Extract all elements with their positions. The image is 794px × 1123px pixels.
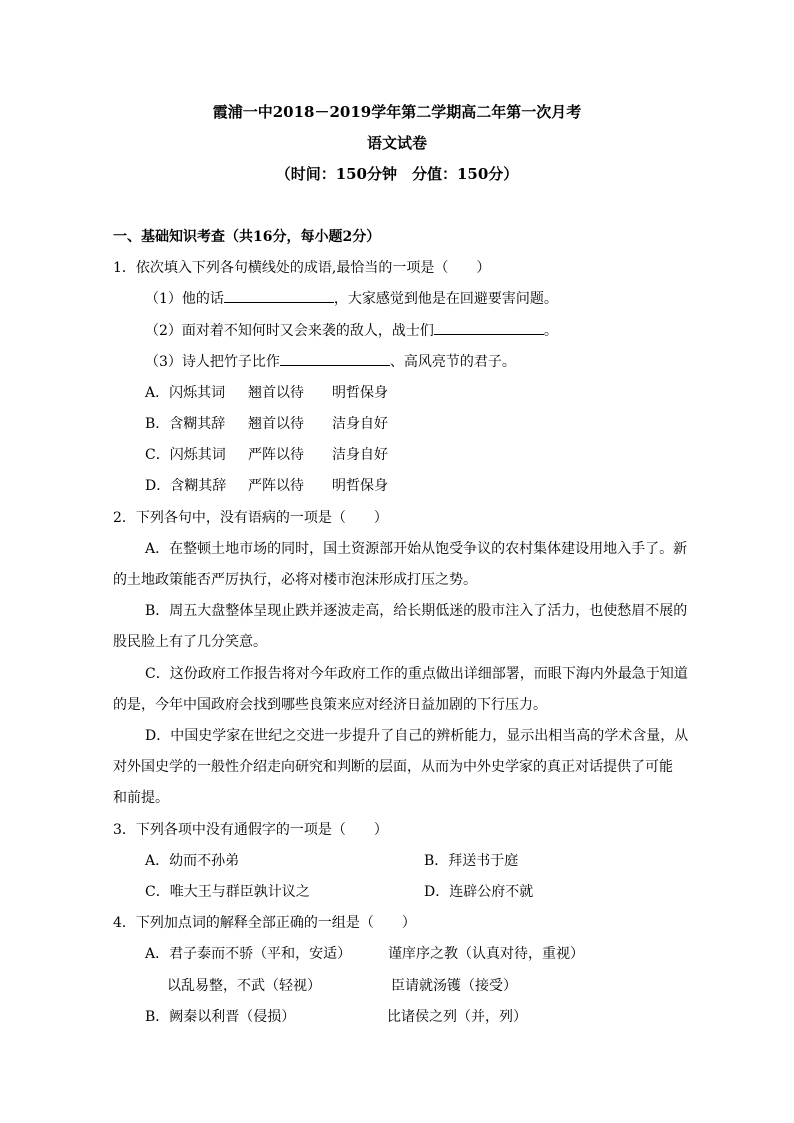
exam-title: 霞浦一中2018－2019学年第二学期高二年第一次月考 (212, 103, 582, 121)
q1-s3-prefix: （3）诗人把竹子比作 (145, 354, 280, 370)
exam-subject: 语文试卷 (366, 134, 427, 152)
q4-option-a-item1: A．君子泰而不骄（平和，安适） (145, 946, 352, 962)
q4-stem: 4．下列加点词的解释全部正确的一组是（ ） (113, 915, 416, 931)
exam-meta: （时间：150分钟 分值：150分） (275, 165, 519, 183)
q4-option-b-item1: B．阙秦以利晋（侵损） (145, 1009, 296, 1025)
q2-option-b-line2: 股民脸上有了几分笑意。 (113, 634, 267, 650)
answer-blank (224, 288, 334, 303)
q2-option-a-line1: A．在整顿土地市场的同时，国土资源部开始从饱受争议的农村集体建设用地入手了。新 (145, 541, 688, 557)
q1-option-c-3: 洁身自好 (332, 447, 388, 463)
q4-option-a-item3: 以乱易整，不武（轻视） (167, 978, 321, 994)
q4-option-a-item4: 臣请就汤镬（接受） (391, 978, 517, 994)
answer-blank (280, 351, 390, 366)
q1-s2-suffix: 。 (543, 323, 558, 339)
section-heading: 一、基础知识考查（共16分，每小题2分） (113, 229, 381, 245)
answer-blank (434, 320, 544, 335)
q3-option-c: C．唯大王与群臣孰计议之 (145, 884, 310, 900)
q1-option-d-1: D．含糊其辞 (145, 478, 227, 494)
q3-option-b: B．拜送书于庭 (424, 853, 519, 869)
q1-option-a-1: A．闪烁其词 (145, 385, 226, 401)
q1-s1-suffix: ，大家感觉到他是在回避要害问题。 (333, 291, 558, 307)
q1-option-c-2: 严阵以待 (248, 447, 304, 463)
q2-option-a-line2: 的土地政策能否严厉执行，必将对楼市泡沫形成打压之势。 (113, 572, 477, 588)
q2-option-b-line1: B．周五大盘整体呈现止跌并逐波走高，给长期低迷的股市注入了活力，也使愁眉不展的 (145, 603, 688, 619)
q3-option-d: D．连辟公府不就 (424, 884, 534, 900)
q2-option-d-line2: 对外国史学的一般性介绍走向研究和判断的层面，从而为中外史学家的真正对话提供了可能 (113, 759, 673, 775)
q2-option-c-line2: 的是，今年中国政府会找到哪些良策来应对经济日益加剧的下行压力。 (113, 697, 547, 713)
q1-stem: 1．依次填入下列各句横线处的成语,最恰当的一项是（ ） (113, 260, 491, 276)
q2-option-d-line1: D．中国史学家在世纪之交进一步提升了自己的辨析能力，显示出相当高的学术含量，从 (145, 728, 689, 744)
q1-option-c-1: C．闪烁其词 (145, 447, 226, 463)
q2-option-c-line1: C．这份政府工作报告将对今年政府工作的重点做出详细部署，而眼下海内外最急于知道 (145, 666, 688, 682)
q4-option-a-item2: 谨庠序之教（认真对待，重视） (388, 946, 584, 962)
q1-s2-prefix: （2）面对着不知何时又会来袭的敌人，战士们 (145, 323, 434, 339)
q2-option-d-line3: 和前提。 (113, 790, 169, 806)
q1-option-a-2: 翘首以待 (248, 385, 304, 401)
q1-sentence-2 (145, 320, 558, 342)
q3-option-a: A．幼而不孙弟 (145, 853, 240, 869)
q1-option-d-2: 严阵以待 (248, 478, 304, 494)
q1-sentence-3 (145, 351, 516, 373)
q1-option-a-3: 明哲保身 (332, 385, 388, 401)
q1-option-b-2: 翘首以待 (248, 416, 304, 432)
q1-sentence-1 (145, 288, 558, 310)
q1-option-b-1: B．含糊其辞 (145, 416, 226, 432)
q3-stem: 3．下列各项中没有通假字的一项是（ ） (113, 822, 388, 838)
q1-s3-suffix: 、高风亮节的君子。 (389, 354, 516, 370)
q2-stem: 2．下列各句中，没有语病的一项是（ ） (113, 510, 388, 526)
q4-option-b-item2: 比诸侯之列（并，列） (387, 1009, 527, 1025)
q1-option-b-3: 洁身自好 (332, 416, 388, 432)
q1-option-d-3: 明哲保身 (332, 478, 388, 494)
q1-s1-prefix: （1）他的话 (145, 291, 224, 307)
